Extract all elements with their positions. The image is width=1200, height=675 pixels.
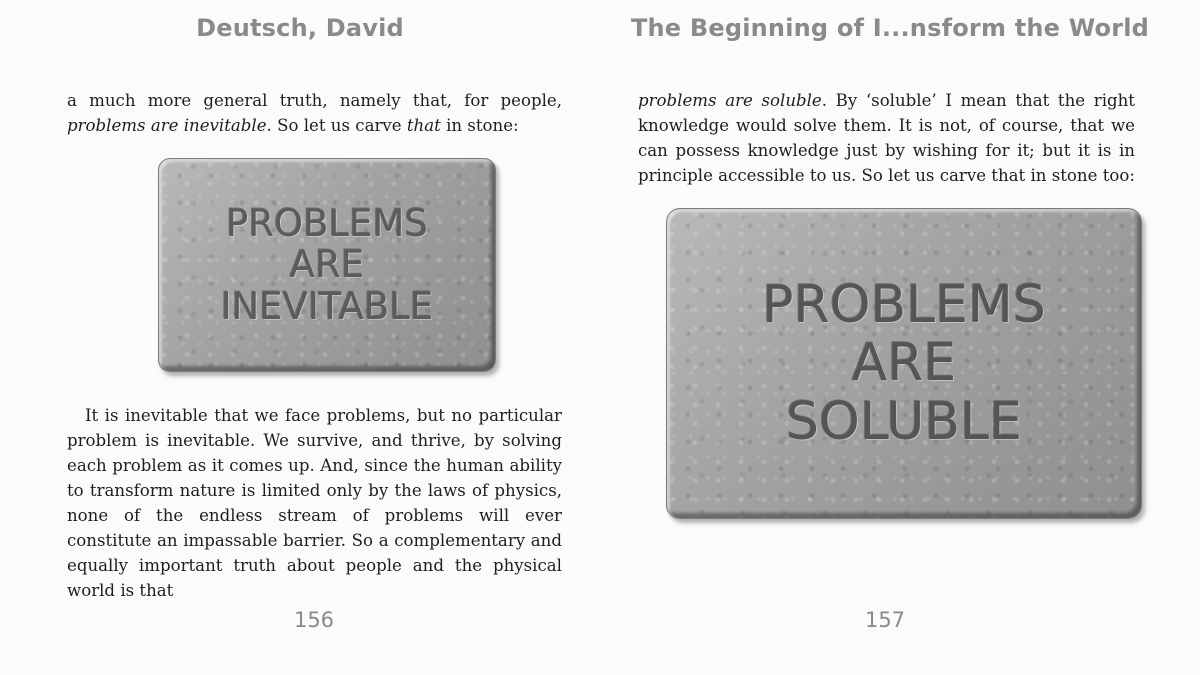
page-number: 157 [864, 608, 906, 632]
carved-text-line: SOLUBLE [786, 391, 1022, 452]
italic-text-run: problems are inevitable [67, 116, 267, 135]
carved-text-line: ARE [289, 243, 365, 287]
text-run: . So let us carve [266, 116, 407, 135]
text-run: in stone: [440, 116, 519, 135]
left-page-top-paragraph [67, 88, 562, 138]
right-page[interactable] [600, 0, 1200, 675]
italic-text-run: that [406, 116, 441, 135]
running-head-author: Deutsch, David [196, 14, 404, 42]
carved-text-line: PROBLEMS [226, 201, 428, 245]
paragraph-text: It is inevitable that we face problems, but no particular problem is inevitable. We survive, and thrive, by solving each problem as it comes up. And, since the human ability to transform nature is limited only by the laws of physics, none of the endless stream of problems will ever constitute an impassable barrier. So a complementary and equally important truth about people and the physical world is that [67, 406, 562, 600]
text-run: a much more general truth, namely that, for people, [67, 91, 562, 110]
running-head-title: The Beginning of I...nsform the World [630, 14, 1150, 42]
stone-tablet-inevitable [158, 158, 496, 372]
italic-text-run: problems are soluble [638, 91, 822, 110]
carved-text-line: INEVITABLE [220, 284, 434, 328]
right-page-top-paragraph [638, 88, 1135, 188]
page-number: 156 [293, 608, 335, 632]
stone-tablet-soluble [666, 208, 1142, 519]
left-page-bottom-paragraph [67, 403, 562, 603]
carved-text-line: PROBLEMS [762, 275, 1046, 336]
text-run: . By ‘soluble’ I mean that the right knowledge would solve them. It is not, of course, that we can possess knowledge just by wishing for it; but it is in principle accessible to us. So let us carve that in stone too: [638, 91, 1135, 185]
carved-text-line: ARE [851, 333, 957, 394]
